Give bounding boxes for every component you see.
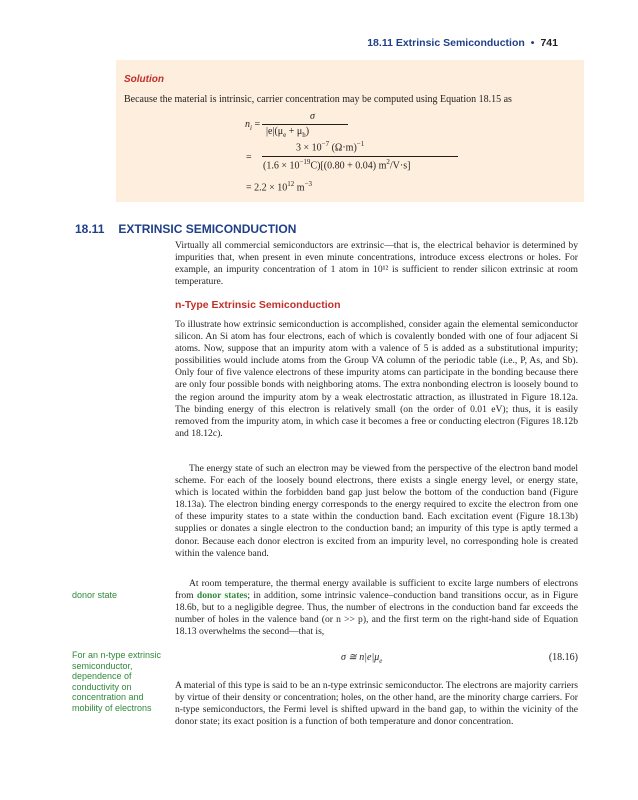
page-number: 741	[540, 37, 558, 49]
fraction2-denominator: $(1.6 \times 10^{-19}C)[(0.80 + 0.04)$ $m^2/V\cdot s$]	[263, 158, 411, 172]
section-number: 18.11	[75, 222, 105, 236]
fraction2-numerator: $3 \times 10^{-7}$ $(\Omega\cdot m)^{-1}$	[296, 140, 365, 154]
solution-title: Solution	[124, 74, 164, 85]
equation-number: (18.16)	[548, 652, 578, 663]
running-head-section: 18.11 Extrinsic Semiconduction	[367, 37, 525, 49]
fraction2-bar	[262, 156, 458, 157]
fraction1-numerator: σ	[310, 111, 315, 122]
intro-paragraph: Virtually all commercial semiconductors are extrinsic—that is, the electrical behavior is determined by impurities that, when present in even minute concentrations, introduce excess electrons or holes. For example, an impurity concentration of 1 atom in 10¹² is sufficient to render silicon extrinsic at room temperature.	[175, 240, 578, 288]
running-head-bullet: •	[530, 37, 535, 49]
running-head	[367, 37, 558, 49]
equals-sign-2: =	[246, 152, 252, 163]
equation-18-16	[175, 652, 578, 666]
solution-box	[116, 60, 584, 202]
fraction1-bar	[262, 124, 348, 125]
paragraph-2: The energy state of such an electron may be viewed from the perspective of the electron band model scheme. For each of the loosely bound electrons, there exists a single energy level, or energy state, which is located within the forbidden band gap just below the bottom of the conduction band (Figure 18.13a). The electron binding energy corresponds to the energy required to excite the electron from one of these impurity states to a state within the conduction band. Each excitation event (Figure 18.13b) supplies or donates a single electron to the conduction band; an impurity of this type is aptly termed a donor. Because each donor electron is excited from an impurity level, no corresponding hole is created within the valence band.	[175, 463, 578, 559]
paragraph-1: To illustrate how extrinsic semiconduction is accomplished, consider again the elemental semiconductor silicon. An Si atom has four electrons, each of which is covalently bonded with one of four adjacent Si atoms. Now, suppose that an impurity atom with a valence of 5 is added as a substitutional impurity; possibilities would include atoms from the Group VA column of the periodic table (i.e., P, As, and Sb). Only four of five valence electrons of these impurity atoms can participate in the bonding because there are only four possible bonds with neighboring atoms. The extra nonbonding electron is loosely bound to the region around the impurity atom by a weak electrostatic attraction, as illustrated in Figure 18.12a. The binding energy of this electron is relatively small (on the order of 0.01 eV); thus, it is easily removed from the impurity atom, in which case it becomes a free or conducting electron (Figures 18.12b and 18.12c).	[175, 319, 578, 439]
section-heading	[75, 222, 296, 236]
section-title: EXTRINSIC SEMICONDUCTION	[118, 222, 297, 236]
subheading: n-Type Extrinsic Semiconduction	[175, 299, 341, 311]
paragraph-3: At room temperature, the thermal energy available is sufficient to excite large numbers of electrons from donor states; in addition, some intrinsic valence–conduction band transitions occur, as in Figure 18.6b, but to a negligible degree. Thus, the number of electrons in the conduction band far exceeds the number of holes in the valence band (or n >> p), and the first term on the right-hand side of Equation 18.13 overwhelms the second—that is,	[175, 578, 578, 638]
solution-intro: Because the material is intrinsic, carrier concentration may be computed using Equation 18.15 as	[124, 94, 512, 105]
result-line: = $2.2 \times 10^{12}$ $m^{-3}$	[246, 180, 313, 194]
margin-note-equation: For an n-type extrinsic semiconductor, dependence of conductivity on concentration and mobility of electrons	[72, 650, 162, 713]
margin-note-donor-state: donor state	[72, 590, 118, 600]
fraction1-denominator: $|e|(\mu_e + \mu_h)$	[266, 126, 310, 139]
donor-states-term: donor states	[196, 590, 248, 602]
equation-expression: σ ≅ $n|e|\mu_e$	[341, 652, 383, 665]
paragraph-4: A material of this type is said to be an n-type extrinsic semiconductor. The electrons are majority carriers by virtue of their density or concentration; holes, on the other hand, are the minority charge carriers. For n-type semiconductors, the Fermi level is shifted upward in the band gap, to within the vicinity of the donor state; its exact position is a function of both temperature and donor concentration.	[175, 680, 578, 728]
equation-lhs: $n_i$ =	[245, 119, 261, 132]
